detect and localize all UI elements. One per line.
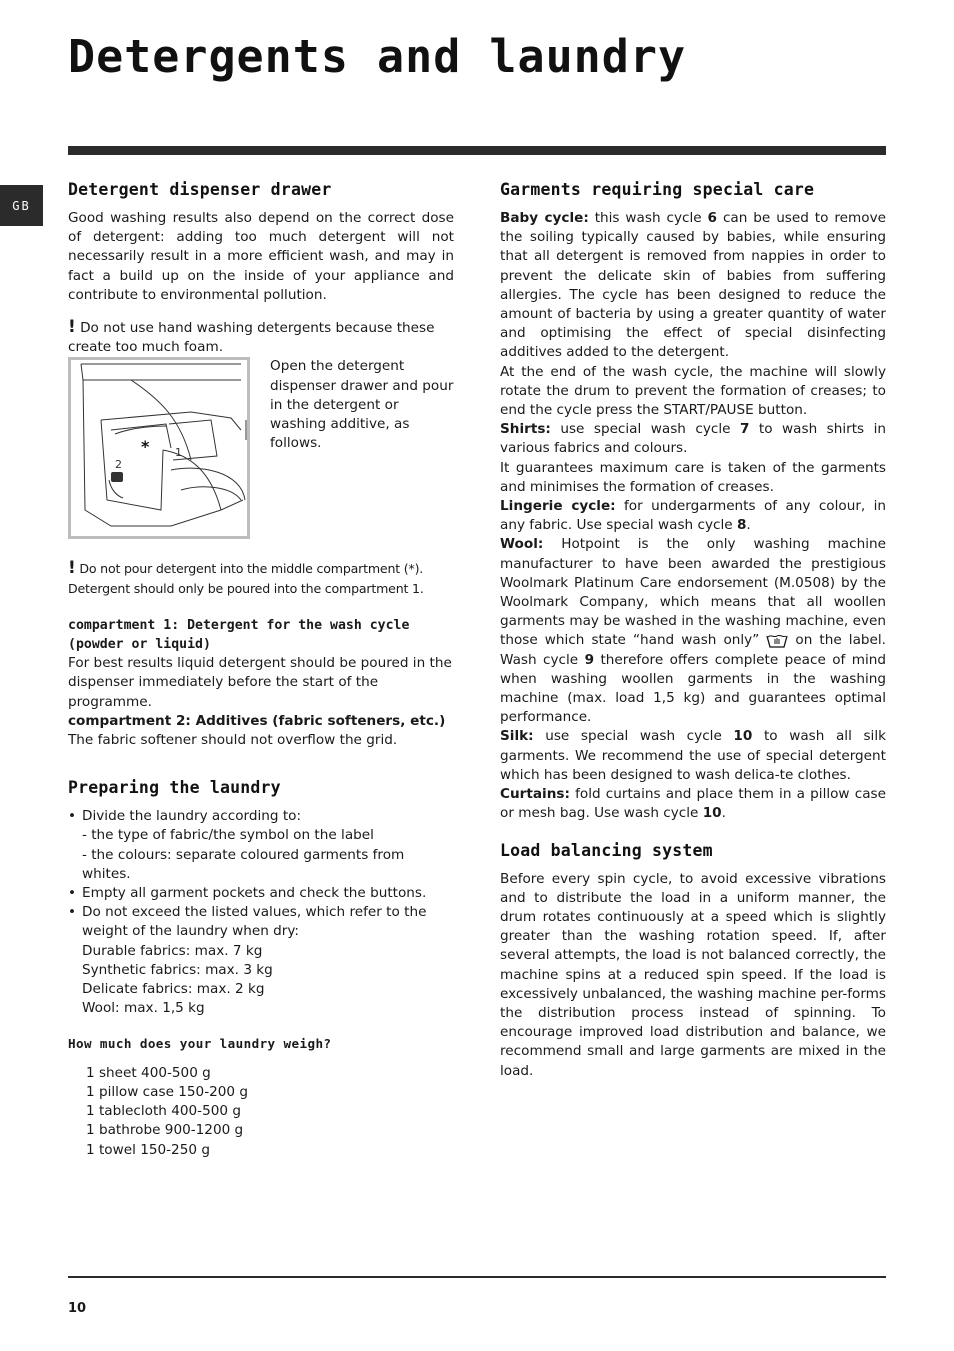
dispenser-drawer-drawing — [71, 360, 247, 536]
weight-item: 1 tablecloth 400-500 g — [86, 1103, 241, 1120]
weigh-heading: How much does your laundry weigh? — [68, 1036, 332, 1052]
dispenser-intro: Good washing results also depend on the correct dose of detergent: adding too much detergent will not necessarily result in a more efficient wash, and may in fact a build up on the inside of your appliance and contribute to environmental pollution. — [68, 210, 454, 303]
weight-item: 1 pillow case 150-200 g — [86, 1083, 249, 1100]
special-care-heading: Garments requiring special care — [500, 180, 815, 199]
right-column — [500, 180, 886, 1081]
compartment-2-label: 2 — [115, 458, 122, 472]
compartment-2-icon — [111, 472, 123, 482]
page-number: 10 — [68, 1301, 87, 1316]
weights-list — [68, 1064, 454, 1160]
compartment-1-label: 1 — [175, 446, 182, 460]
baby-cycle-paragraph: Baby cycle: this wash cycle 6 can be used to remove the soiling typically caused by babies, while ensuring that all detergent is removed from nappies in order to prevent the delicate skin of babies from suffering allergies. The cycle has been designed to reduce the amount of bacteria by using a greater quantity of water and optimising the effect of special disinfecting additives added to the detergent. — [500, 210, 886, 361]
baby-cycle-end: At the end of the wash cycle, the machine will slowly rotate the drum to prevent the formation of creases; to end the cycle press the START/PAUSE button. — [500, 363, 886, 419]
compartment-2-heading: compartment 2: Additives (fabric softeners, etc.) — [68, 712, 446, 729]
dispenser-heading: Detergent dispenser drawer — [68, 180, 332, 199]
compartment-1-heading: compartment 1: Detergent for the wash cycle (powder or liquid) — [68, 617, 410, 653]
page-title: Detergents and laundry — [68, 30, 687, 83]
list-item: • Do not exceed the listed values, which refer to the weight of the laundry when dry: Durable fabrics: max. 7 kg Synthetic fabrics: max. 3 kg Delicate fabrics: max. 2 kg Wool: max. 1,5 kg — [68, 903, 454, 1018]
warning-foam-text: Do not use hand washing detergents because these create too much foam. — [68, 320, 435, 356]
compartment-1-text: For best results liquid detergent should be poured in the dispenser immediately before the start of the programme. — [68, 655, 452, 710]
silk-paragraph: Silk: use special wash cycle 10 to wash all silk garments. We recommend the use of special detergent which has been designed to wash delica-te clothes. — [500, 728, 886, 783]
weight-item: 1 towel 150-250 g — [86, 1141, 210, 1158]
lingerie-paragraph: Lingerie cycle: for undergarments of any colour, in any fabric. Use special wash cycle 8. — [500, 498, 887, 534]
limit-item: Synthetic fabrics: max. 3 kg — [82, 961, 273, 978]
dispenser-figure-row — [68, 357, 454, 539]
header-divider — [68, 146, 886, 155]
limit-item: Delicate fabrics: max. 2 kg — [82, 981, 265, 998]
left-column — [68, 180, 454, 1160]
load-balancing-heading: Load balancing system — [500, 840, 713, 860]
list-item: • Divide the laundry according to: - the type of fabric/the symbol on the label - the colours: separate coloured garments from whites. — [68, 807, 454, 884]
language-tab: GB — [0, 185, 43, 226]
list-item: • Empty all garment pockets and check the buttons. — [68, 885, 427, 902]
limit-item: Durable fabrics: max. 7 kg — [82, 942, 263, 959]
middle-compartment-star-label: * — [141, 437, 150, 457]
weight-item: 1 sheet 400-500 g — [86, 1064, 211, 1081]
warning-icon: ! — [68, 317, 76, 338]
warning-icon-2: ! — [68, 558, 76, 579]
warning-foam — [68, 318, 454, 357]
footer-divider — [68, 1276, 886, 1278]
preparing-list — [68, 807, 454, 1018]
dispenser-drawer-illustration — [68, 357, 250, 539]
preparing-heading: Preparing the laundry — [68, 778, 281, 798]
load-balancing-text: Before every spin cycle, to avoid excessive vibrations and to distribute the load in a uniform manner, the drum rotates continuously at a speed which is slightly greater than the washing rotation speed. If, after several attempts, the load is not balanced correctly, the machine spins at a reduced spin speed. If the load is excessively unbalanced, the washing machine per-forms the distribution process instead of spinning. To encourage improved load distribution and balance, we recommend small and large garments are mixed in the load. — [500, 870, 886, 1079]
wool-paragraph: Wool: Hotpoint is the only washing machine manufacturer to have been awarded the prestigious Woolmark Platinum Care endorsement (M.0508) by the Woolmark Company, which means that all woollen garments may be washed in the washing machine, even those which state “hand wash only” on the label. Wash cycle 9 therefore offers complete peace of mind when washing woollen garments in the washing machine (max. load 1,5 kg) and guarantees optimal performance. — [500, 536, 887, 726]
limit-item: Wool: max. 1,5 kg — [82, 1000, 205, 1017]
figure-caption: Open the detergent dispenser drawer and pour in the detergent or washing additive, as follows. — [270, 358, 454, 452]
shirts-paragraph: Shirts: use special wash cycle 7 to wash shirts in various fabrics and colours. — [500, 421, 886, 457]
compartment-2-text: The fabric softener should not overflow the grid. — [68, 732, 398, 749]
sub-item: - the colours: separate coloured garments from whites. — [82, 846, 405, 882]
sub-item: - the type of fabric/the symbol on the label — [82, 827, 374, 844]
weight-item: 1 bathrobe 900-1200 g — [86, 1122, 244, 1139]
warning-middle-text: Do not pour detergent into the middle compartment (*). Detergent should only be poured into the compartment 1. — [68, 561, 424, 596]
warning-middle-compartment — [68, 559, 454, 597]
shirts-care-text: It guarantees maximum care is taken of the garments and minimises the formation of creases. — [500, 459, 886, 495]
curtains-paragraph: Curtains: fold curtains and place them in a pillow case or mesh bag. Use wash cycle 10. — [500, 786, 886, 822]
hand-wash-icon — [766, 632, 788, 648]
